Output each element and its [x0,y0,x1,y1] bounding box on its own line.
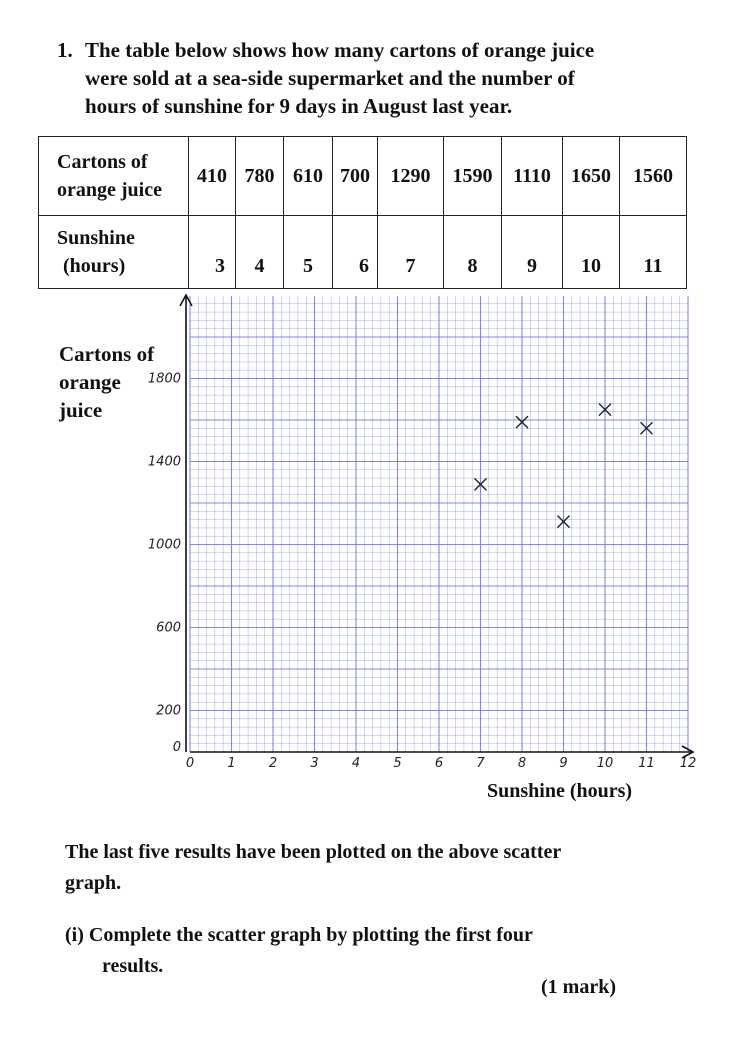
question-line-1: The table below shows how many cartons of orange juice [85,38,595,62]
cartons-cell: 1650 [563,137,620,216]
sunshine-label-line-1: Sunshine [57,227,135,249]
x-tick-labels [186,756,696,771]
y-tick-labels [148,372,181,756]
y-tick-label: 1000 [147,537,181,553]
cartons-cell: 410 [189,137,236,216]
sunshine-cell: 3 [189,216,236,289]
cartons-label-line-1: Cartons of [57,151,148,173]
y-tick-label: 0 [172,740,181,755]
sunshine-cell: 5 [284,216,333,289]
marks-label: (1 mark) [541,976,616,998]
instruction-paragraph [65,837,685,899]
y-tick-label: 1800 [147,371,181,387]
instruction-line-2: graph. [65,872,122,894]
sunshine-cell: 8 [444,216,502,289]
cartons-cell: 1290 [378,137,444,216]
x-tick-label: 2 [268,756,278,771]
sunshine-cell: 11 [620,216,687,289]
cartons-cell: 1110 [502,137,563,216]
sunshine-cell: 6 [333,216,378,289]
sunshine-cell: 10 [563,216,620,289]
x-tick-label: 3 [310,756,319,771]
x-tick-label: 8 [517,756,527,771]
question-line-3: hours of sunshine for 9 days in August last year. [85,94,513,118]
cartons-cell: 1590 [444,137,502,216]
cartons-label-line-2: orange juice [57,179,162,201]
part-i-line-2: results. [102,955,164,977]
sunshine-label-line-2: (hours) [63,255,126,277]
instruction-line-1: The last five results have been plotted on the above scatter [65,841,562,863]
y-axis-title-line-2: orange [59,370,121,394]
cartons-cell: 780 [236,137,284,216]
cartons-cell: 700 [333,137,378,216]
y-tick-label: 1400 [147,454,181,470]
grid-lines [190,296,688,752]
x-axis-title: Sunshine (hours) [487,780,633,802]
part-i-line-1: (i) Complete the scatter graph by plotting the first four [65,924,533,946]
y-axis-title-line-3: juice [59,398,103,422]
sunshine-cell: 7 [378,216,444,289]
x-tick-label: 5 [393,756,402,771]
cartons-cell: 1560 [620,137,687,216]
x-tick-label: 11 [638,756,655,771]
cartons-cell: 610 [284,137,333,216]
question-line-2: were sold at a sea-side supermarket and the number of [85,66,575,90]
sunshine-cell: 9 [502,216,563,289]
question-part-i [65,920,685,982]
x-tick-label: 1 [227,756,236,771]
x-tick-label: 9 [559,756,568,771]
x-tick-label: 7 [476,756,485,771]
x-tick-label: 6 [434,756,444,771]
x-tick-label: 10 [596,756,614,771]
y-axis-title-line-1: Cartons of [59,342,155,366]
question-number: 1. [57,38,73,62]
x-tick-label: 12 [679,756,697,771]
x-tick-label: 0 [185,756,195,771]
x-tick-label: 4 [351,756,361,771]
y-tick-label: 200 [156,703,181,719]
y-tick-label: 600 [156,620,181,636]
sunshine-cell: 4 [236,216,284,289]
